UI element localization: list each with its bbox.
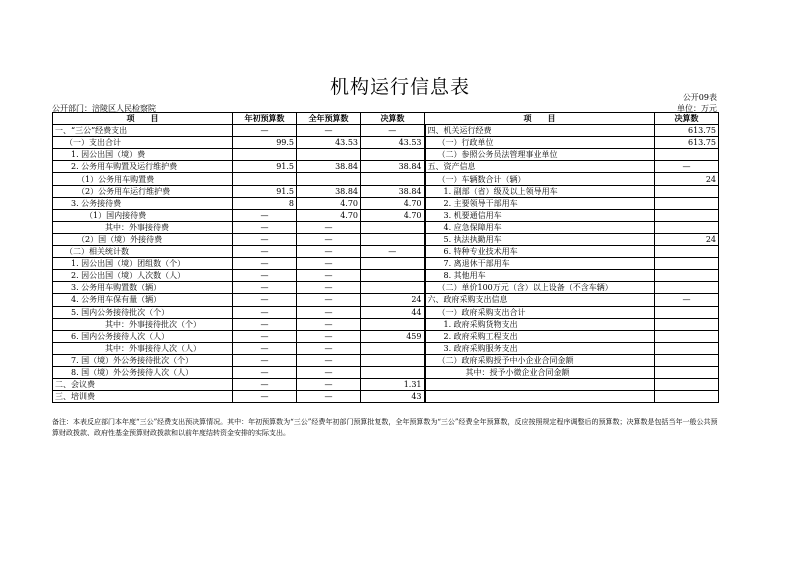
row-item-left: 8. 国（境）外公务接待人次（人）: [53, 366, 233, 378]
row-initial-budget: —: [233, 233, 297, 245]
row-item-right: 4. 应急保障用车: [425, 221, 655, 233]
row-item-right: [425, 391, 655, 403]
header-annual-budget: 全年预算数: [297, 113, 361, 125]
row-final-left: [361, 149, 425, 161]
row-annual-budget: —: [297, 270, 361, 282]
row-item-right: 1. 副部（省）级及以上领导用车: [425, 185, 655, 197]
row-initial-budget: [233, 149, 297, 161]
table-row: [53, 354, 719, 366]
row-item-right: 五、资产信息: [425, 161, 655, 173]
row-initial-budget: —: [233, 294, 297, 306]
row-initial-budget: —: [233, 258, 297, 270]
row-final-right: [655, 246, 719, 258]
footnote: 备注：本表反应部门本年度“三公”经费支出预决算情况。其中：年初预算数为“三公”经费年初部门预算批复数，全年预算数为“三公”经费全年预算数，反应按照规定程序调整后的预算数；决算数是包括当年一般公共预算财政拨款、政府性基金预算财政拨款和以前年度结转资金安排的实际支出。: [52, 418, 718, 437]
row-annual-budget: 38.84: [297, 161, 361, 173]
row-annual-budget: 38.84: [297, 185, 361, 197]
row-initial-budget: —: [233, 270, 297, 282]
row-item-left: （1）公务用车购置费: [53, 173, 233, 185]
row-item-right: 六、政府采购支出信息: [425, 294, 655, 306]
row-item-left: 7. 国（境）外公务接待批次（个）: [53, 354, 233, 366]
row-annual-budget: —: [297, 330, 361, 342]
row-item-left: 1. 因公出国（境）费: [53, 149, 233, 161]
row-item-right: 1. 政府采购货物支出: [425, 318, 655, 330]
row-final-left: 43: [361, 391, 425, 403]
header-item-left: 项 目: [53, 113, 233, 125]
row-initial-budget: —: [233, 342, 297, 354]
row-final-right: [655, 149, 719, 161]
row-item-right: （一）政府采购支出合计: [425, 306, 655, 318]
info-table: [52, 112, 719, 403]
row-item-right: 5. 执法执勤用车: [425, 233, 655, 245]
row-final-right: 613.75: [655, 137, 719, 149]
row-initial-budget: —: [233, 209, 297, 221]
row-annual-budget: —: [297, 379, 361, 391]
row-initial-budget: —: [233, 221, 297, 233]
row-annual-budget: —: [297, 342, 361, 354]
form-number: 公开09表: [682, 93, 717, 102]
row-annual-budget: —: [297, 306, 361, 318]
row-final-left: —: [361, 125, 425, 137]
row-item-left: （一）支出合计: [53, 137, 233, 149]
table-header-row: [53, 113, 719, 125]
row-item-right: （一）车辆数合计（辆）: [425, 173, 655, 185]
row-final-right: [655, 330, 719, 342]
row-item-right: 8. 其他用车: [425, 270, 655, 282]
row-final-right: [655, 209, 719, 221]
unit-label: 单位：万元: [677, 104, 717, 113]
row-final-left: 38.84: [361, 185, 425, 197]
row-final-right: 24: [655, 233, 719, 245]
row-final-left: 43.53: [361, 137, 425, 149]
row-item-left: 三、培训费: [53, 391, 233, 403]
row-item-right: 其中：授予小微企业合同金额: [425, 366, 655, 378]
row-final-right: [655, 221, 719, 233]
table-row: [53, 197, 719, 209]
row-final-right: 613.75: [655, 125, 719, 137]
row-item-left: 其中：外事接待费: [53, 221, 233, 233]
row-item-left: 其中：外事接待批次（个）: [53, 318, 233, 330]
row-final-left: [361, 173, 425, 185]
row-final-left: —: [361, 246, 425, 258]
row-final-left: [361, 354, 425, 366]
row-item-right: 6. 特种专业技术用车: [425, 246, 655, 258]
row-item-left: 4. 公务用车保有量（辆）: [53, 294, 233, 306]
row-initial-budget: 8: [233, 197, 297, 209]
table-row: [53, 391, 719, 403]
row-final-right: [655, 391, 719, 403]
row-item-right: 7. 离退休干部用车: [425, 258, 655, 270]
row-annual-budget: —: [297, 233, 361, 245]
row-final-left: [361, 342, 425, 354]
table-row: [53, 149, 719, 161]
row-item-left: （2）公务用车运行维护费: [53, 185, 233, 197]
row-final-left: 38.84: [361, 161, 425, 173]
table-row: [53, 209, 719, 221]
row-initial-budget: —: [233, 318, 297, 330]
table-row: [53, 125, 719, 137]
row-final-right: [655, 379, 719, 391]
row-final-left: [361, 366, 425, 378]
row-final-left: [361, 318, 425, 330]
table-row: [53, 330, 719, 342]
row-annual-budget: [297, 149, 361, 161]
row-item-right: （二）政府采购授予中小企业合同金额: [425, 354, 655, 366]
table-row: [53, 282, 719, 294]
row-final-right: 24: [655, 173, 719, 185]
row-item-right: 2. 主要领导干部用车: [425, 197, 655, 209]
row-annual-budget: —: [297, 366, 361, 378]
page-title: 机构运行信息表: [329, 76, 470, 98]
table-row: [53, 233, 719, 245]
header-item-right: 项 目: [425, 113, 655, 125]
row-final-left: [361, 233, 425, 245]
row-item-left: 一、“三公”经费支出: [53, 125, 233, 137]
row-final-left: [361, 270, 425, 282]
row-initial-budget: —: [233, 306, 297, 318]
row-item-left: 3. 公务接待费: [53, 197, 233, 209]
row-item-left: 2. 公务用车购置及运行维护费: [53, 161, 233, 173]
row-item-left: （二）相关统计数: [53, 246, 233, 258]
row-final-right: —: [655, 161, 719, 173]
row-final-left: 4.70: [361, 197, 425, 209]
row-item-right: [425, 379, 655, 391]
row-final-right: [655, 258, 719, 270]
table-row: [53, 137, 719, 149]
table-row: [53, 161, 719, 173]
row-item-left: 二、会议费: [53, 379, 233, 391]
row-final-right: [655, 354, 719, 366]
row-final-right: [655, 342, 719, 354]
table-row: [53, 185, 719, 197]
row-annual-budget: [297, 173, 361, 185]
row-item-right: （一）行政单位: [425, 137, 655, 149]
row-initial-budget: 99.5: [233, 137, 297, 149]
row-final-left: 44: [361, 306, 425, 318]
row-annual-budget: —: [297, 294, 361, 306]
row-final-left: [361, 258, 425, 270]
row-final-left: 24: [361, 294, 425, 306]
row-final-right: —: [655, 294, 719, 306]
table-row: [53, 258, 719, 270]
row-item-left: 2. 因公出国（境）人次数（人）: [53, 270, 233, 282]
table-row: [53, 379, 719, 391]
row-final-left: 459: [361, 330, 425, 342]
table-row: [53, 173, 719, 185]
table-row: [53, 221, 719, 233]
row-annual-budget: —: [297, 246, 361, 258]
row-final-left: 1.31: [361, 379, 425, 391]
row-final-right: [655, 366, 719, 378]
row-annual-budget: 43.53: [297, 137, 361, 149]
row-annual-budget: —: [297, 318, 361, 330]
row-final-right: [655, 185, 719, 197]
row-item-right: 四、机关运行经费: [425, 125, 655, 137]
row-annual-budget: —: [297, 391, 361, 403]
row-annual-budget: —: [297, 258, 361, 270]
row-initial-budget: —: [233, 366, 297, 378]
row-final-left: [361, 282, 425, 294]
header-initial-budget: 年初预算数: [233, 113, 297, 125]
row-item-right: 2. 政府采购工程支出: [425, 330, 655, 342]
row-initial-budget: 91.5: [233, 161, 297, 173]
row-final-right: [655, 270, 719, 282]
row-item-right: （二）参照公务员法管理事业单位: [425, 149, 655, 161]
row-initial-budget: —: [233, 379, 297, 391]
row-initial-budget: 91.5: [233, 185, 297, 197]
table-row: [53, 366, 719, 378]
row-final-left: 4.70: [361, 209, 425, 221]
row-item-left: （1）国内接待费: [53, 209, 233, 221]
department-label: 公开部门：涪陵区人民检察院: [52, 104, 156, 113]
row-initial-budget: —: [233, 125, 297, 137]
row-annual-budget: —: [297, 354, 361, 366]
row-item-left: 3. 公务用车购置数（辆）: [53, 282, 233, 294]
row-final-right: [655, 318, 719, 330]
table-row: [53, 318, 719, 330]
row-item-left: 1. 因公出国（境）团组数（个）: [53, 258, 233, 270]
row-initial-budget: —: [233, 330, 297, 342]
row-initial-budget: —: [233, 246, 297, 258]
table-row: [53, 246, 719, 258]
row-item-left: 5. 国内公务接待批次（个）: [53, 306, 233, 318]
row-item-right: 3. 政府采购服务支出: [425, 342, 655, 354]
row-annual-budget: 4.70: [297, 197, 361, 209]
row-final-right: [655, 282, 719, 294]
table-row: [53, 306, 719, 318]
table-row: [53, 294, 719, 306]
table-row: [53, 270, 719, 282]
header-final-left: 决算数: [361, 113, 425, 125]
row-annual-budget: 4.70: [297, 209, 361, 221]
row-initial-budget: [233, 173, 297, 185]
row-item-left: （2）国（境）外接待费: [53, 233, 233, 245]
row-annual-budget: —: [297, 282, 361, 294]
row-item-right: （二）单价100万元（含）以上设备（不含车辆）: [425, 282, 655, 294]
row-annual-budget: —: [297, 221, 361, 233]
row-final-right: [655, 197, 719, 209]
row-item-right: 3. 机要通信用车: [425, 209, 655, 221]
row-initial-budget: —: [233, 282, 297, 294]
row-initial-budget: —: [233, 391, 297, 403]
row-item-left: 其中：外事接待人次（人）: [53, 342, 233, 354]
row-annual-budget: —: [297, 125, 361, 137]
header-final-right: 决算数: [655, 113, 719, 125]
table-row: [53, 342, 719, 354]
row-final-left: [361, 221, 425, 233]
row-initial-budget: —: [233, 354, 297, 366]
row-final-right: [655, 306, 719, 318]
row-item-left: 6. 国内公务接待人次（人）: [53, 330, 233, 342]
